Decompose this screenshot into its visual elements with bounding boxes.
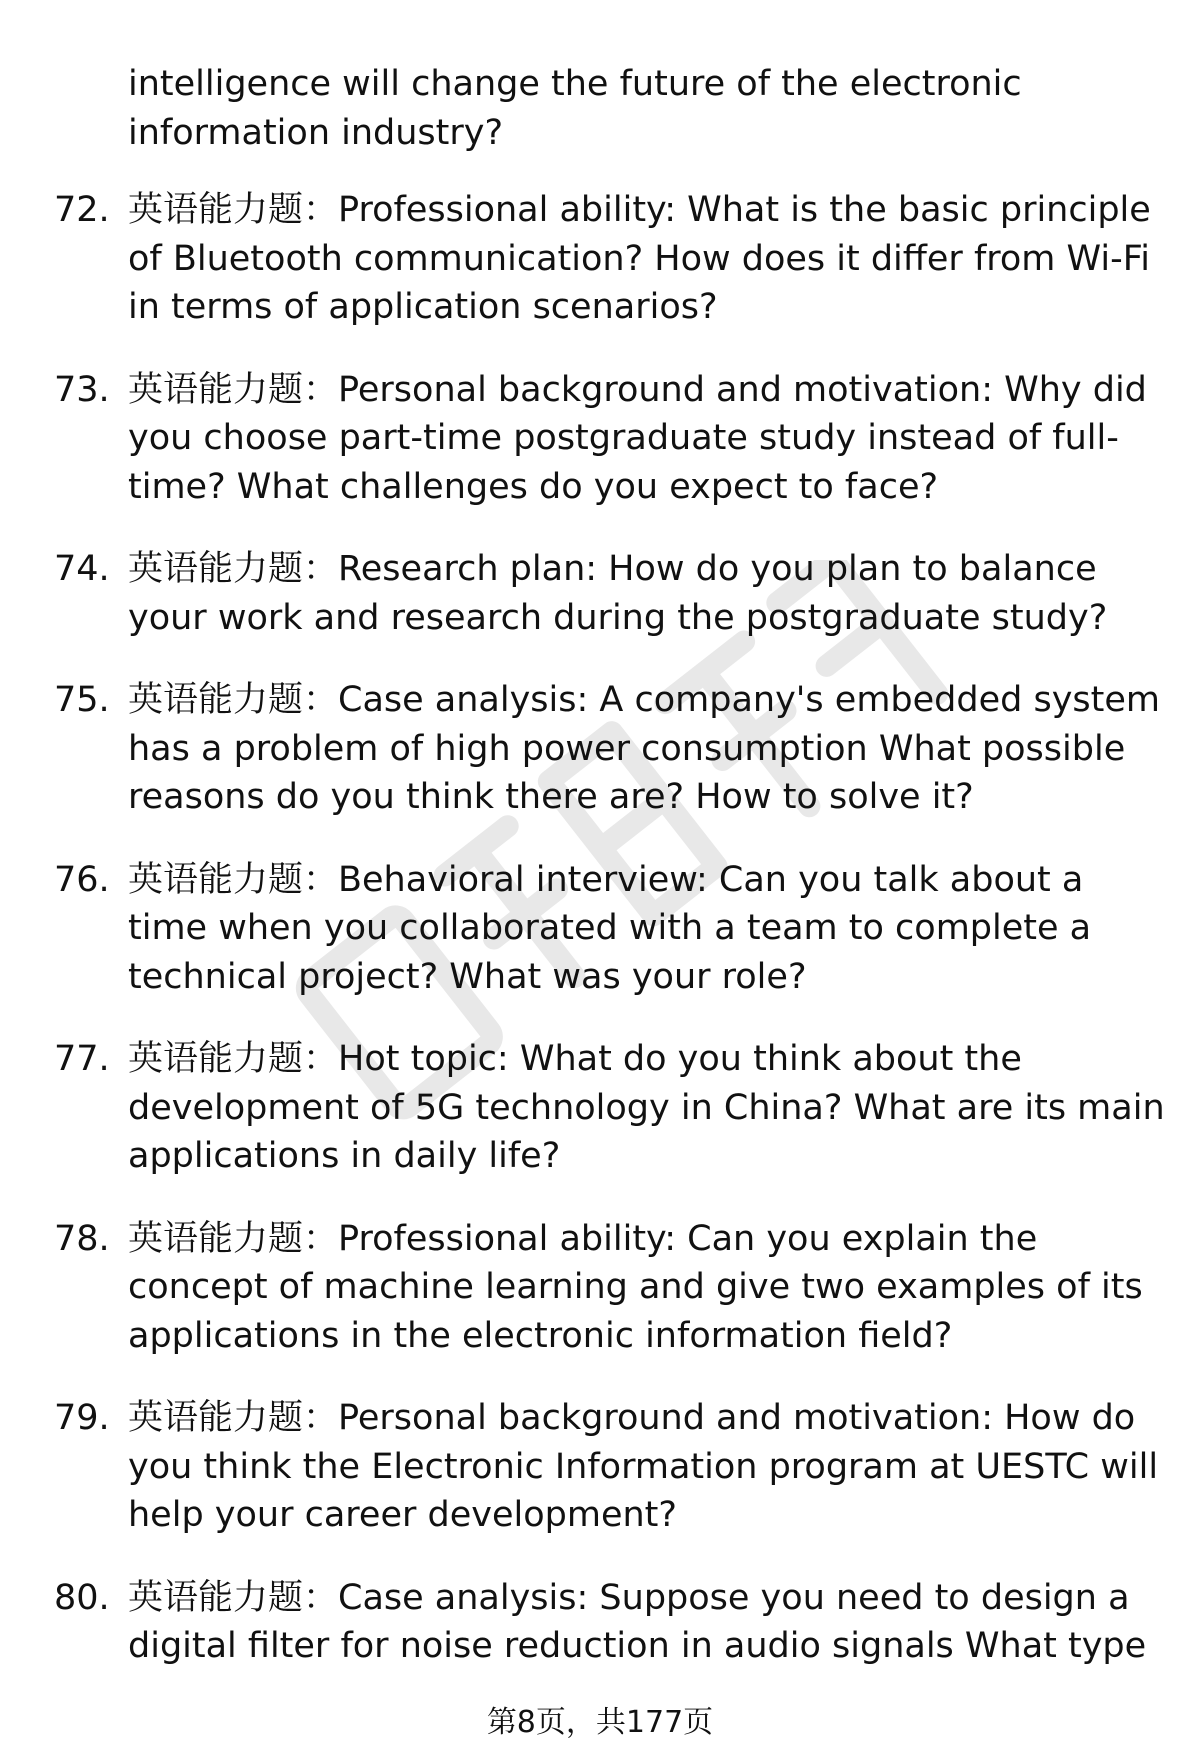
question-number: 75. — [54, 680, 110, 720]
question-tag: 英语能力题： — [128, 1398, 339, 1438]
question-list — [0, 186, 1200, 1705]
question-text: Case analysis: Suppose you need to design a digital filter for noise reduction in audio signals What type — [128, 1577, 1147, 1666]
question-text: Hot topic: What do you think about the development of 5G technology in China? What are its main applications in daily life? — [128, 1039, 1165, 1176]
question-number: 79. — [54, 1398, 110, 1438]
question-item — [0, 366, 1200, 512]
question-number: 76. — [54, 859, 110, 900]
question-text: Research plan: How do you plan to balance your work and research during the postgraduate study? — [128, 549, 1108, 638]
question-tag: 英语能力题： — [128, 369, 339, 410]
question-number: 73. — [54, 369, 110, 410]
question-text: Professional ability: Can you explain the concept of machine learning and give two examples of its applications in the electronic information field? — [128, 1218, 1143, 1356]
question-number: 78. — [54, 1218, 110, 1259]
question-number: 80. — [54, 1577, 110, 1618]
question-body — [128, 1574, 1168, 1671]
question-number: 72. — [54, 190, 110, 230]
page-footer: 第8页，共177页 — [486, 1705, 714, 1740]
question-item — [0, 1215, 1200, 1361]
question-text: Case analysis: A company's embedded system has a problem of high power consumption What possible reasons do you think there are? How to solve it? — [128, 680, 1161, 817]
continuation-text: intelligence will change the future of the electronic information industry? — [128, 64, 1022, 153]
question-body — [128, 366, 1168, 512]
question-body — [128, 545, 1168, 642]
question-number: 77. — [54, 1039, 110, 1079]
question-body — [128, 1394, 1168, 1540]
question-text: Personal background and motivation: How do you think the Electronic Information program at UESTC will help your career development? — [128, 1398, 1159, 1535]
question-item — [0, 1574, 1200, 1671]
question-text: Behavioral interview: Can you talk about a time when you collaborated with a team to complete a technical project? What was your role? — [128, 859, 1092, 997]
question-tag: 英语能力题： — [128, 1577, 339, 1618]
question-tag: 英语能力题： — [128, 549, 339, 589]
question-item — [0, 1035, 1200, 1181]
question-body — [128, 676, 1168, 822]
question-number: 74. — [54, 549, 110, 589]
question-body — [128, 186, 1168, 332]
question-body — [128, 856, 1168, 1002]
question-body — [128, 1035, 1168, 1181]
question-text: Personal background and motivation: Why did you choose part-time postgraduate study instead of full-time? What challenges do you expect to face? — [128, 369, 1147, 507]
question-text: Professional ability: What is the basic principle of Bluetooth communication? How does it differ from Wi-Fi in terms of application scenarios? — [128, 190, 1151, 327]
question-item — [0, 676, 1200, 822]
question-tag: 英语能力题： — [128, 190, 339, 230]
question-tag: 英语能力题： — [128, 680, 339, 720]
question-tag: 英语能力题： — [128, 1039, 339, 1079]
question-item — [0, 1394, 1200, 1540]
question-item — [0, 545, 1200, 642]
question-tag: 英语能力题： — [128, 1218, 339, 1259]
question-tag: 英语能力题： — [128, 859, 339, 900]
question-body — [128, 1215, 1168, 1361]
question-item — [0, 186, 1200, 332]
question-item — [0, 856, 1200, 1002]
